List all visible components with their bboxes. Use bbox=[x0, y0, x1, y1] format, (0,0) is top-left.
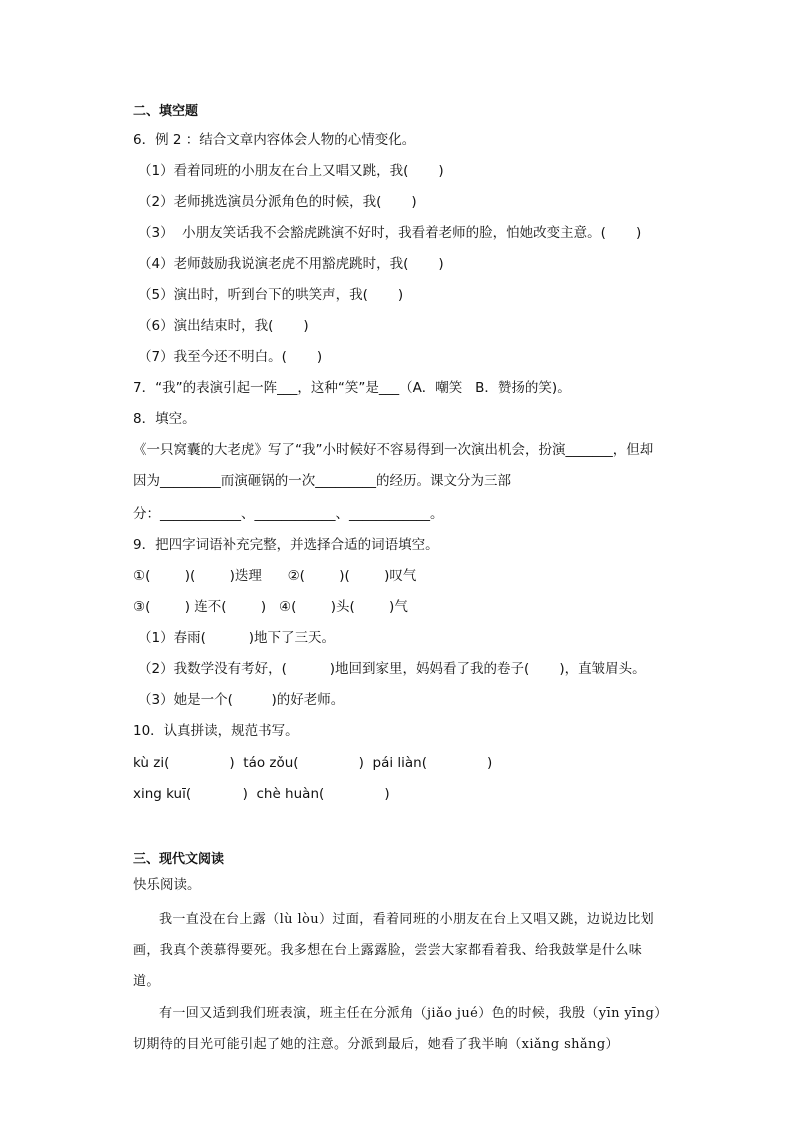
question-9-words-row-1: ①( )( )迭理 ②( )( )叹气 bbox=[133, 568, 417, 584]
question-6-item-7: （7）我至今还不明白。( ) bbox=[138, 349, 323, 365]
question-9-item-2: （2）我数学没有考好，( )地回到家里，妈妈看了我的卷子( )，直皱眉头。 bbox=[138, 661, 646, 677]
question-7: 7．“我”的表演引起一阵___，这种“笑”是___（A．嘲笑 B．赞扬的笑)。 bbox=[133, 380, 571, 396]
question-8-line-1: 《一只窝囊的大老虎》写了“我”小时候好不容易得到一次演出机会，扮演_______，但却 bbox=[133, 442, 654, 458]
question-6-item-1: （1）看着同班的小朋友在台上又唱又跳，我( ) bbox=[138, 163, 444, 179]
question-6-item-2: （2）老师挑选演员分派角色的时候，我( ) bbox=[138, 194, 417, 210]
section-title-fill-blanks: 二、填空题 bbox=[133, 104, 199, 119]
question-6-item-5: （5）演出时，听到台下的哄笑声，我( ) bbox=[138, 287, 404, 303]
question-9-words-row-2: ③( ) 连不( ) ④( )头( )气 bbox=[133, 599, 408, 615]
question-10-pinyin-row-1: kù zi( ) táo zǒu( ) pái liàn( ) bbox=[133, 755, 493, 771]
question-10-pinyin-row-2: xing kuī( ) chè huàn( ) bbox=[133, 786, 390, 802]
question-9-item-3: （3）她是一个( )的好老师。 bbox=[138, 692, 345, 708]
question-10-title: 10．认真拼读，规范书写。 bbox=[133, 723, 299, 739]
question-8-title: 8．填空。 bbox=[133, 411, 196, 427]
question-6-item-3: （3） 小朋友笑话我不会豁虎跳演不好时，我看着老师的脸，怕她改变主意。( ) bbox=[138, 225, 642, 241]
question-8-line-2: 因为_________而演砸锅的一次_________的经历。课文分为三部 bbox=[133, 473, 511, 489]
reading-paragraph-1: 我一直没在台上露（lù lòu）过面，看着同班的小朋友在台上又唱又跳，边说边比划画，我真个羡慕得要死。我多想在台上露露脸，尝尝大家都看着我、给我鼓掌是什么味道。 bbox=[133, 912, 655, 989]
reading-paragraph-2: 有一回又适到我们班表演，班主任在分派角（jiǎo jué）色的时候，我殷（yīn yīng）切期待的目光可能引起了她的注意。分派到最后，她看了我半晌（xiǎng shǎng） bbox=[133, 1006, 668, 1052]
question-6-item-4: （4）老师鼓励我说演老虎不用豁虎跳时，我( ) bbox=[138, 256, 444, 272]
question-9-title: 9．把四字词语补充完整，并选择合适的词语填空。 bbox=[133, 537, 439, 553]
question-9-item-1: （1）春雨( )地下了三天。 bbox=[138, 630, 336, 646]
reading-intro: 快乐阅读。 bbox=[133, 877, 201, 893]
question-8-line-3: 分：____________、____________、____________。 bbox=[133, 506, 444, 522]
question-6-title: 6．例 2 ：结合文章内容体会人物的心情变化。 bbox=[133, 132, 416, 148]
question-6-item-6: （6）演出结束时，我( ) bbox=[138, 318, 309, 334]
section-title-reading: 三、现代文阅读 bbox=[133, 852, 225, 867]
